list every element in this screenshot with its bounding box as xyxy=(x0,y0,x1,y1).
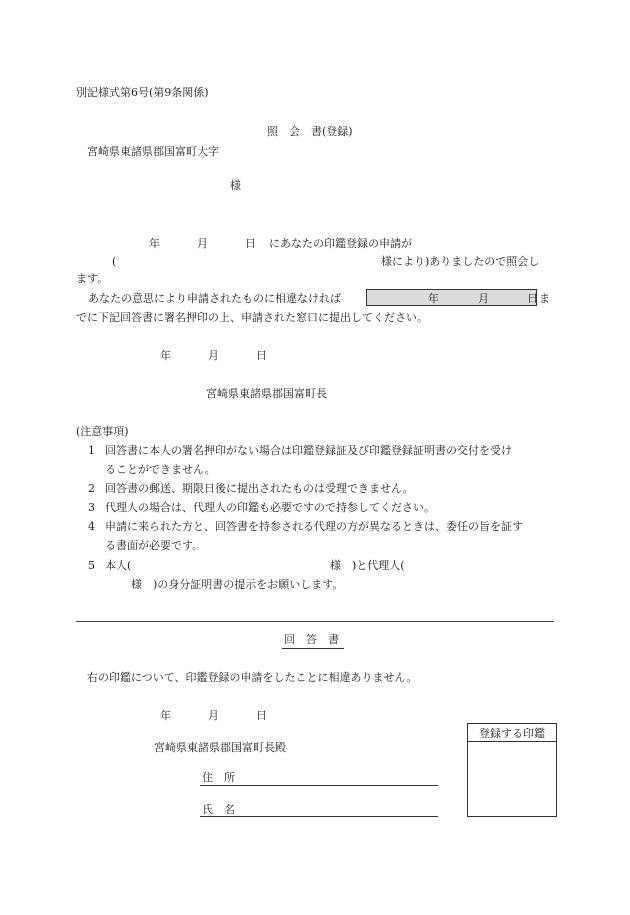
apply-date-month: 月 xyxy=(197,237,208,250)
reply-addressee: 宮崎県東諸県郡国富町長殿 xyxy=(154,741,286,754)
section-divider xyxy=(76,621,554,622)
form-number: 別記様式第6号(第9条関係) xyxy=(76,86,209,99)
addressee-location: 宮崎県東諸県郡国富町大字 xyxy=(87,145,219,158)
note-5-line1a: 本人( xyxy=(105,559,132,572)
notes-heading: (注意事項) xyxy=(76,425,129,438)
apply-date-year: 年 xyxy=(149,237,160,250)
note-1-line2: ることができません。 xyxy=(105,463,216,476)
issuer-name: 宮崎県東諸県郡国富町長 xyxy=(206,387,327,400)
stamp-box-label: 登録する印鑑 xyxy=(479,727,545,740)
submit-text: でに下記回答書に署名押印の上、申請された窓口に提出してください。 xyxy=(76,311,428,324)
name-label: 氏 名 xyxy=(202,803,235,816)
reply-date-year: 年 xyxy=(160,709,171,722)
addressee-sama: 様 xyxy=(230,179,241,192)
note-3-number: 3 xyxy=(88,501,95,514)
deadline-day: 日 xyxy=(527,292,538,305)
note-5-line1b: 様 )と代理人( xyxy=(330,559,405,572)
note-4-number: 4 xyxy=(88,520,95,533)
note-2-line1: 回答書の郵送、期限日後に提出されたものは受理できません。 xyxy=(105,482,414,495)
note-3-line1: 代理人の場合は、代理人の印鑑も必要ですので持参してください。 xyxy=(105,501,435,514)
inquiry-title: 照 会 書(登録) xyxy=(267,125,353,138)
applicant-paren-open: ( xyxy=(112,255,117,268)
reply-statement: 右の印鑑について、印鑑登録の申請をしたことに相違ありません。 xyxy=(87,671,418,684)
issue-date-month: 月 xyxy=(208,349,219,362)
reply-date-day: 日 xyxy=(256,709,267,722)
masu-text: ます。 xyxy=(76,272,109,285)
name-line xyxy=(200,816,438,817)
note-5-number: 5 xyxy=(88,559,95,572)
apply-date-day: 日 xyxy=(245,237,256,250)
deadline-year: 年 xyxy=(428,292,439,305)
address-label: 住 所 xyxy=(202,771,235,784)
intent-text: あなたの意思により申請されたものに相違なければ xyxy=(88,292,341,305)
applied-text: にあなたの印鑑登録の申請が xyxy=(269,237,412,250)
issue-date-year: 年 xyxy=(160,349,171,362)
deadline-month: 月 xyxy=(478,292,489,305)
reply-title-underline xyxy=(282,648,344,649)
address-line xyxy=(200,785,438,786)
note-1-number: 1 xyxy=(88,444,95,457)
reply-date-month: 月 xyxy=(208,709,219,722)
reply-title: 回 答 書 xyxy=(284,633,339,646)
note-4-line1: 申請に来られた方と、回答書を持参される代理の方が異なるときは、委任の旨を証す xyxy=(105,520,523,533)
note-5-line2: 様 )の身分証明書の提示をお願いします。 xyxy=(131,578,344,591)
registered-stamp-box xyxy=(467,723,557,817)
note-4-line2: る書面が必要です。 xyxy=(105,539,204,552)
deadline-ma: ま xyxy=(539,292,550,305)
note-1-line1: 回答書に本人の署名押印がない場合は印鑑登録証及び印鑑登録証明書の交付を受け xyxy=(105,444,512,457)
note-2-number: 2 xyxy=(88,482,95,495)
deadline-date-box xyxy=(366,289,537,306)
issue-date-day: 日 xyxy=(256,349,267,362)
applicant-suffix: 様により)ありましたので照会し xyxy=(381,255,540,268)
stamp-box-divider xyxy=(468,741,556,742)
